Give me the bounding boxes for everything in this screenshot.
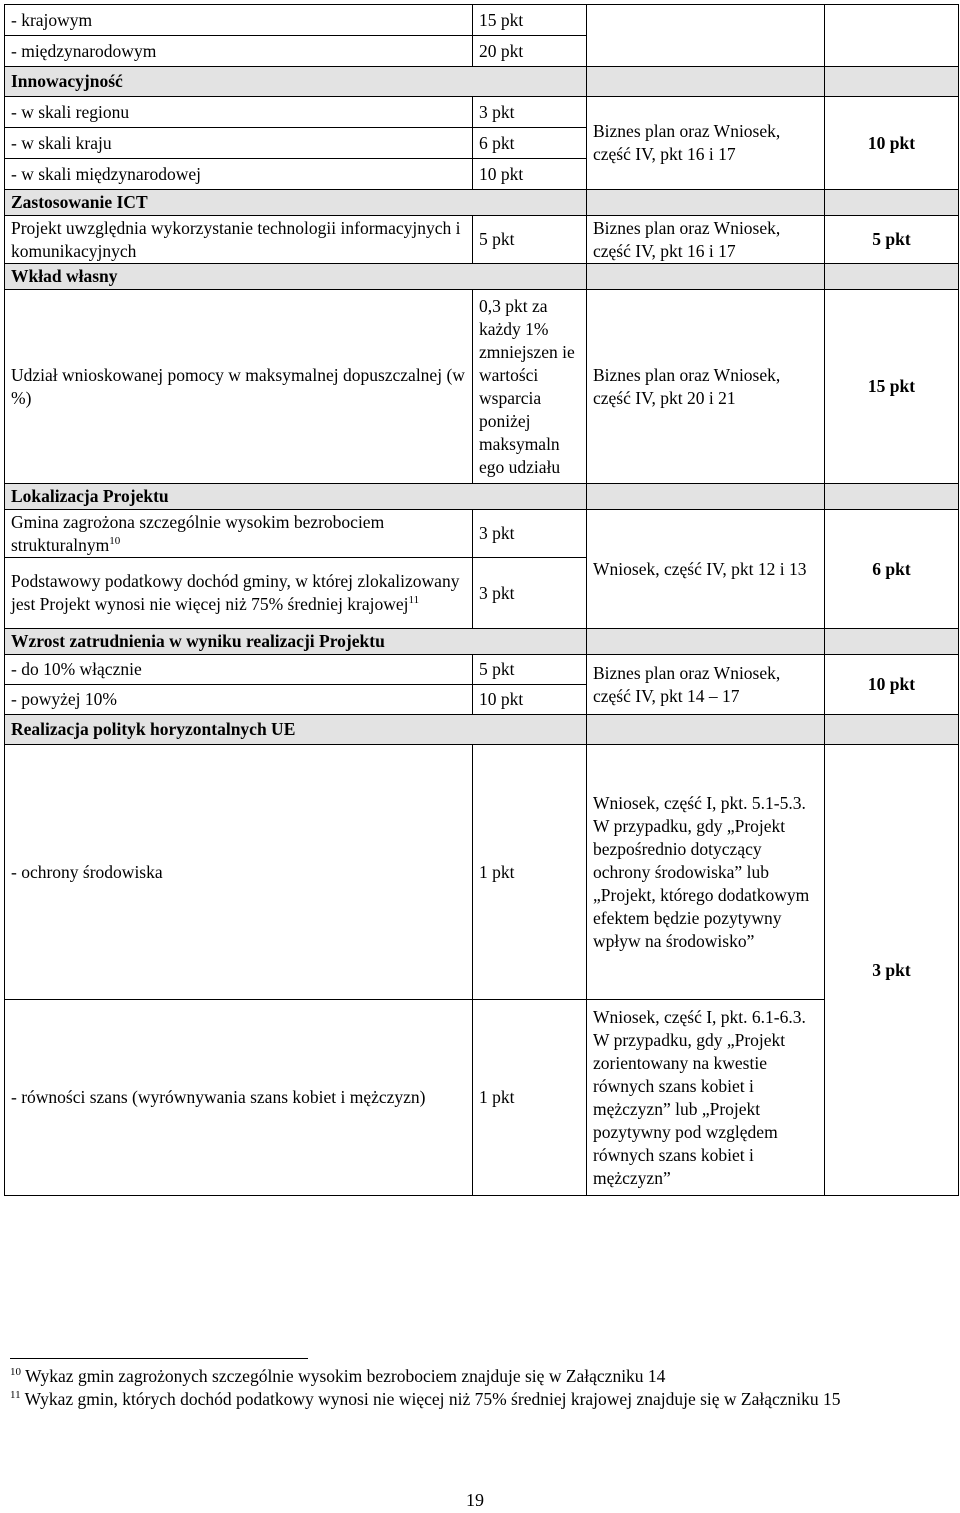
section-header-wklad: Wkład własny [5,264,587,290]
footnote-separator [10,1358,308,1359]
row-label: - krajowym [5,5,473,36]
section-header-row [5,629,959,655]
header-filler [825,264,959,290]
row-points: 10 pkt [473,685,587,715]
row-points: 1 pkt [473,745,587,1000]
footnote-number: 10 [10,1366,21,1379]
footnote-ref: 10 [109,534,121,547]
section-header-row [5,67,959,97]
table-row [5,1000,959,1196]
footnote-number: 11 [10,1389,21,1402]
max-points-cell: 3 pkt [825,745,959,1196]
row-points: 3 pkt [473,97,587,128]
header-filler [587,264,825,290]
row-points: 15 pkt [473,5,587,36]
header-filler [587,629,825,655]
row-points: 5 pkt [473,216,587,264]
max-points-cell: 15 pkt [825,290,959,484]
source-cell: Wniosek, część I, pkt. 6.1-6.3. W przypadku, gdy „Projekt zorientowany na kwestie równych szans kobiet i mężczyzn” lub „Projekt pozytywny pod względem równych szans kobiet i mężczyzn” [587,1000,825,1196]
source-cell: Biznes plan oraz Wniosek, część IV, pkt 16 i 17 [587,97,825,190]
footnote [10,1365,940,1388]
header-filler [825,715,959,745]
section-header-ict: Zastosowanie ICT [5,190,587,216]
header-filler [825,484,959,510]
row-points: 3 pkt [473,558,587,629]
source-cell: Biznes plan oraz Wniosek, część IV, pkt 16 i 17 [587,216,825,264]
row-label: - równości szans (wyrównywania szans kobiet i mężczyzn) [5,1000,473,1196]
header-filler [825,190,959,216]
header-filler [825,629,959,655]
max-points-cell: 5 pkt [825,216,959,264]
empty-cell [825,5,959,67]
section-header-innowacyjnosc: Innowacyjność [5,67,587,97]
row-label: Udział wnioskowanej pomocy w maksymalnej dopuszczalnej (w %) [5,290,473,484]
footnotes [10,1358,940,1411]
row-points: 10 pkt [473,159,587,190]
section-header-zatrudnienie: Wzrost zatrudnienia w wyniku realizacji Projektu [5,629,587,655]
section-header-row [5,715,959,745]
section-header-row [5,484,959,510]
header-filler [825,67,959,97]
row-label: - ochrony środowiska [5,745,473,1000]
dochod-label: Podstawowy podatkowy dochód gminy, w której zlokalizowany jest Projekt wynosi nie więcej niż 75% średniej krajowej [11,571,460,614]
table-row [5,655,959,685]
row-label: - do 10% włącznie [5,655,473,685]
row-points: 20 pkt [473,36,587,67]
row-label [5,510,473,558]
row-label [5,558,473,629]
table-row [5,290,959,484]
section-header-row [5,264,959,290]
source-cell: Biznes plan oraz Wniosek, część IV, pkt 20 i 21 [587,290,825,484]
source-cell: Biznes plan oraz Wniosek, część IV, pkt 14 – 17 [587,655,825,715]
row-points: 0,3 pkt za każdy 1% zmniejszen ie wartości wsparcia poniżej maksymaln ego udziału [473,290,587,484]
row-points: 3 pkt [473,510,587,558]
section-header-polityki: Realizacja polityk horyzontalnych UE [5,715,587,745]
footnote-text: Wykaz gmin, których dochód podatkowy wynosi nie więcej niż 75% średniej krajowej znajduje się w Załączniku 15 [24,1389,841,1409]
row-label: - powyżej 10% [5,685,473,715]
section-header-lokalizacja: Lokalizacja Projektu [5,484,587,510]
scoring-table [4,4,959,1196]
footnote [10,1388,940,1411]
max-points-cell: 10 pkt [825,97,959,190]
page-number: 19 [466,1490,484,1510]
empty-cell [587,5,825,67]
table-row [5,216,959,264]
table-row [5,5,959,36]
footnote-text: Wykaz gmin zagrożonych szczególnie wysokim bezrobociem znajduje się w Załączniku 14 [25,1366,666,1386]
section-header-row [5,190,959,216]
table-row [5,97,959,128]
source-cell: Wniosek, część IV, pkt 12 i 13 [587,510,825,629]
header-filler [587,67,825,97]
row-points: 6 pkt [473,128,587,159]
header-filler [587,190,825,216]
gmina-label: Gmina zagrożona szczególnie wysokim bezrobociem strukturalnym [11,511,385,555]
footnote-ref: 11 [408,594,420,607]
header-filler [587,715,825,745]
row-label: - w skali regionu [5,97,473,128]
row-points: 1 pkt [473,1000,587,1196]
row-label: - w skali kraju [5,128,473,159]
row-points: 5 pkt [473,655,587,685]
row-label: - w skali międzynarodowej [5,159,473,190]
row-label: Projekt uwzględnia wykorzystanie technologii informacyjnych i komunikacyjnych [5,216,473,264]
max-points-cell: 10 pkt [825,655,959,715]
table-row [5,510,959,558]
table-row [5,745,959,1000]
source-cell: Wniosek, część I, pkt. 5.1-5.3. W przypadku, gdy „Projekt bezpośrednio dotyczący ochrony środowiska” lub „Projekt, którego dodatkowym efektem będzie pozytywny wpływ na środowisko” [587,745,825,1000]
row-label: - międzynarodowym [5,36,473,67]
max-points-cell: 6 pkt [825,510,959,629]
header-filler [587,484,825,510]
